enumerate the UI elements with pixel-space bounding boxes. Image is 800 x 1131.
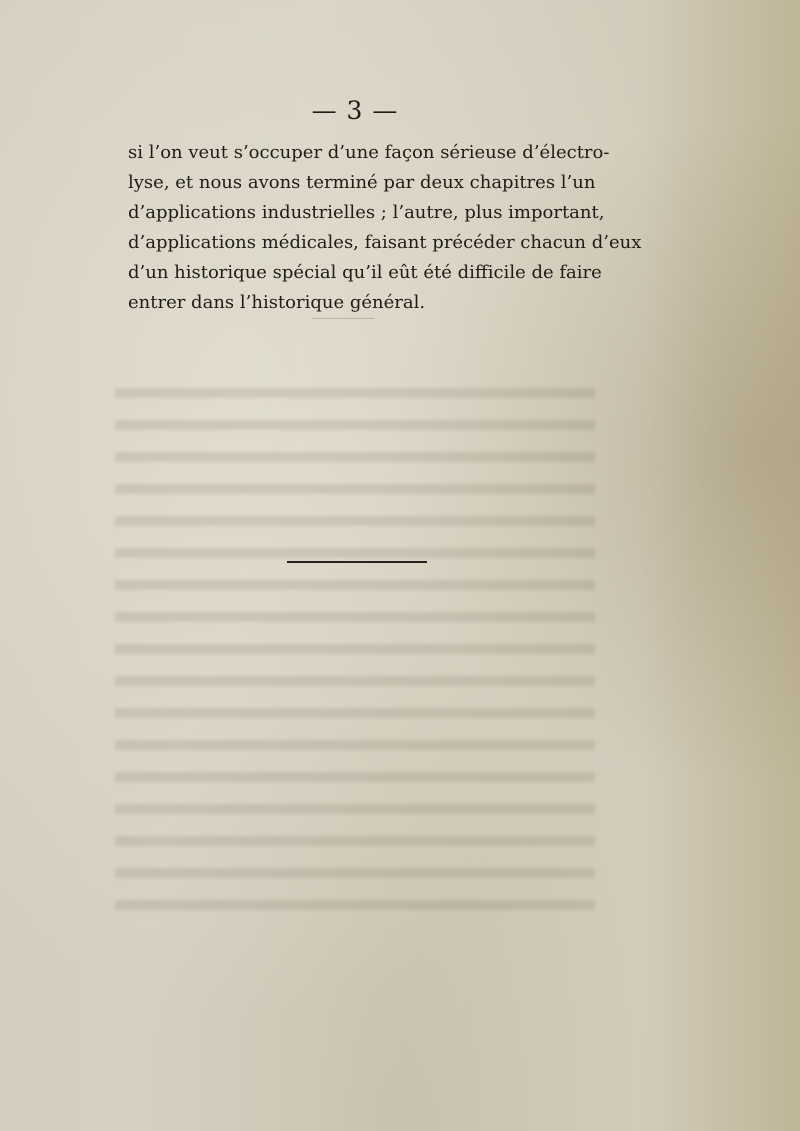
paragraph-line: entrer dans l’historique général. — [128, 292, 426, 313]
paragraph-line: lyse, et nous avons terminé par deux chapitres l’un — [128, 172, 596, 193]
bleed-through-rule — [312, 318, 374, 319]
paragraph-line: si l’on veut s’occuper d’une façon sérieuse d’électro- — [128, 142, 610, 163]
bleed-through-text — [115, 380, 595, 920]
body-paragraph — [128, 138, 642, 318]
paragraph-line: d’applications médicales, faisant précéder chacun d’eux — [128, 232, 642, 253]
paragraph-line: d’un historique spécial qu’il eût été difficile de faire — [128, 262, 602, 283]
page-number: — 3 — — [311, 96, 399, 125]
paragraph-line: d’applications industrielles ; l’autre, plus important, — [128, 202, 605, 223]
section-divider — [287, 561, 427, 563]
